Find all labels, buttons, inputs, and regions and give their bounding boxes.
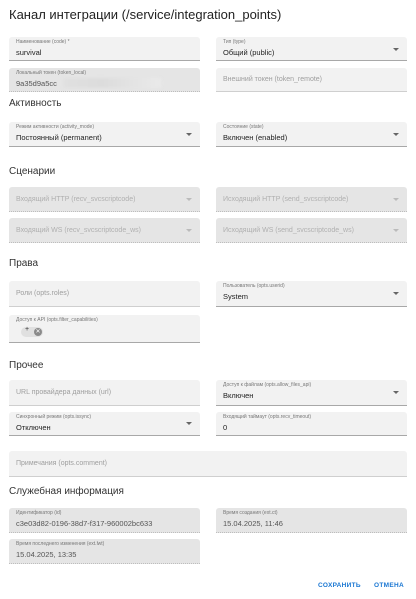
plus-icon: + <box>25 326 30 333</box>
activity-mode-value: Постоянный (permanent) <box>16 133 102 142</box>
section-rights: Права <box>9 258 39 269</box>
chevron-down-icon <box>393 229 399 232</box>
token-local-field <box>9 68 200 92</box>
url-placeholder: URL провайдера данных (url) <box>16 389 112 396</box>
dialog-title: Канал интеграции (/service/integration_points) <box>9 7 282 22</box>
chevron-down-icon <box>393 133 399 136</box>
token-remote-field[interactable] <box>216 68 407 92</box>
type-label: Тип (type) <box>223 39 246 45</box>
cancel-button[interactable]: ОТМЕНА <box>374 582 404 589</box>
recv-timeout-label: Входящий таймаут (opts.recv_timeout) <box>223 414 312 420</box>
allow-files-value: Включен <box>223 391 254 400</box>
id-label: Идентификатор (id) <box>16 510 62 516</box>
send-http-placeholder: Исходящий HTTP (send_svcscriptcode) <box>223 196 349 203</box>
section-scenarios: Сценарии <box>9 166 56 177</box>
section-service-info: Служебная информация <box>9 486 124 497</box>
redaction-blur <box>63 78 161 88</box>
activity-mode-select[interactable] <box>9 122 200 147</box>
chevron-down-icon <box>186 198 192 201</box>
recv-timeout-value: 0 <box>223 423 228 432</box>
sync-mode-value: Отключен <box>16 423 51 432</box>
activity-mode-label: Режим активности (activity_mode) <box>16 124 94 130</box>
type-select[interactable] <box>216 37 407 61</box>
token-remote-placeholder: Внешний токен (token_remote) <box>223 76 323 83</box>
chevron-down-icon <box>186 229 192 232</box>
chevron-down-icon <box>186 133 192 136</box>
id-value: c3e03d82-0196-38d7-f317-960002bc633 <box>16 519 153 528</box>
save-button[interactable]: СОХРАНИТЬ <box>318 582 361 589</box>
user-value: System <box>223 292 249 301</box>
created-field <box>216 508 407 533</box>
user-label: Пользователь (opts.userid) <box>223 283 285 289</box>
chevron-down-icon <box>393 292 399 295</box>
section-other: Прочее <box>9 360 44 371</box>
roles-field[interactable] <box>9 281 200 307</box>
type-value: Общий (public) <box>223 48 275 57</box>
id-field <box>9 508 200 533</box>
comment-placeholder: Примечания (opts.comment) <box>16 460 107 467</box>
capability-chip[interactable] <box>21 327 43 337</box>
recv-http-select <box>9 187 200 212</box>
user-select[interactable] <box>216 281 407 307</box>
state-label: Состояние (state) <box>223 124 264 130</box>
chevron-down-icon <box>393 198 399 201</box>
modified-value: 15.04.2025, 13:35 <box>16 550 77 559</box>
name-value: survival <box>16 48 42 57</box>
recv-ws-placeholder: Входящий WS (recv_svcscriptcode_ws) <box>16 227 142 234</box>
chevron-down-icon <box>393 391 399 394</box>
chevron-down-icon <box>186 422 192 425</box>
state-select[interactable] <box>216 122 407 147</box>
send-http-select <box>216 187 407 212</box>
modified-field <box>9 539 200 564</box>
sync-mode-label: Синхронный режим (opts.issync) <box>16 414 92 420</box>
recv-ws-select <box>9 218 200 243</box>
filter-capabilities-label: Доступ к API (opts.filter_capabilities) <box>16 317 98 323</box>
filter-capabilities-field[interactable] <box>9 315 200 343</box>
token-local-label: Локальный токен (token_local) <box>16 70 87 76</box>
allow-files-select[interactable] <box>216 380 407 406</box>
send-ws-placeholder: Исходящий WS (send_svcscriptcode_ws) <box>223 227 354 234</box>
comment-field[interactable] <box>9 451 407 477</box>
sync-mode-select[interactable] <box>9 412 200 436</box>
recv-timeout-field[interactable] <box>216 412 407 436</box>
roles-placeholder: Роли (opts.roles) <box>16 290 70 297</box>
chevron-down-icon <box>393 48 399 51</box>
created-value: 15.04.2025, 11:46 <box>223 519 283 528</box>
name-field[interactable] <box>9 37 200 61</box>
created-label: Время создания (ext.ct) <box>223 510 278 516</box>
url-field[interactable] <box>9 380 200 406</box>
recv-http-placeholder: Входящий HTTP (recv_svcscriptcode) <box>16 196 136 203</box>
token-local-value: 9a35d9a5cc <box>16 79 57 88</box>
close-icon[interactable]: ✕ <box>35 329 41 335</box>
section-activity: Активность <box>9 98 62 109</box>
name-label: Наименование (code) * <box>16 39 70 45</box>
send-ws-select <box>216 218 407 243</box>
state-value: Включен (enabled) <box>223 133 288 142</box>
modified-label: Время последнего изменения (ext.lwt) <box>16 541 105 547</box>
allow-files-label: Доступ к файлам (opts.allow_files_api) <box>223 382 312 388</box>
